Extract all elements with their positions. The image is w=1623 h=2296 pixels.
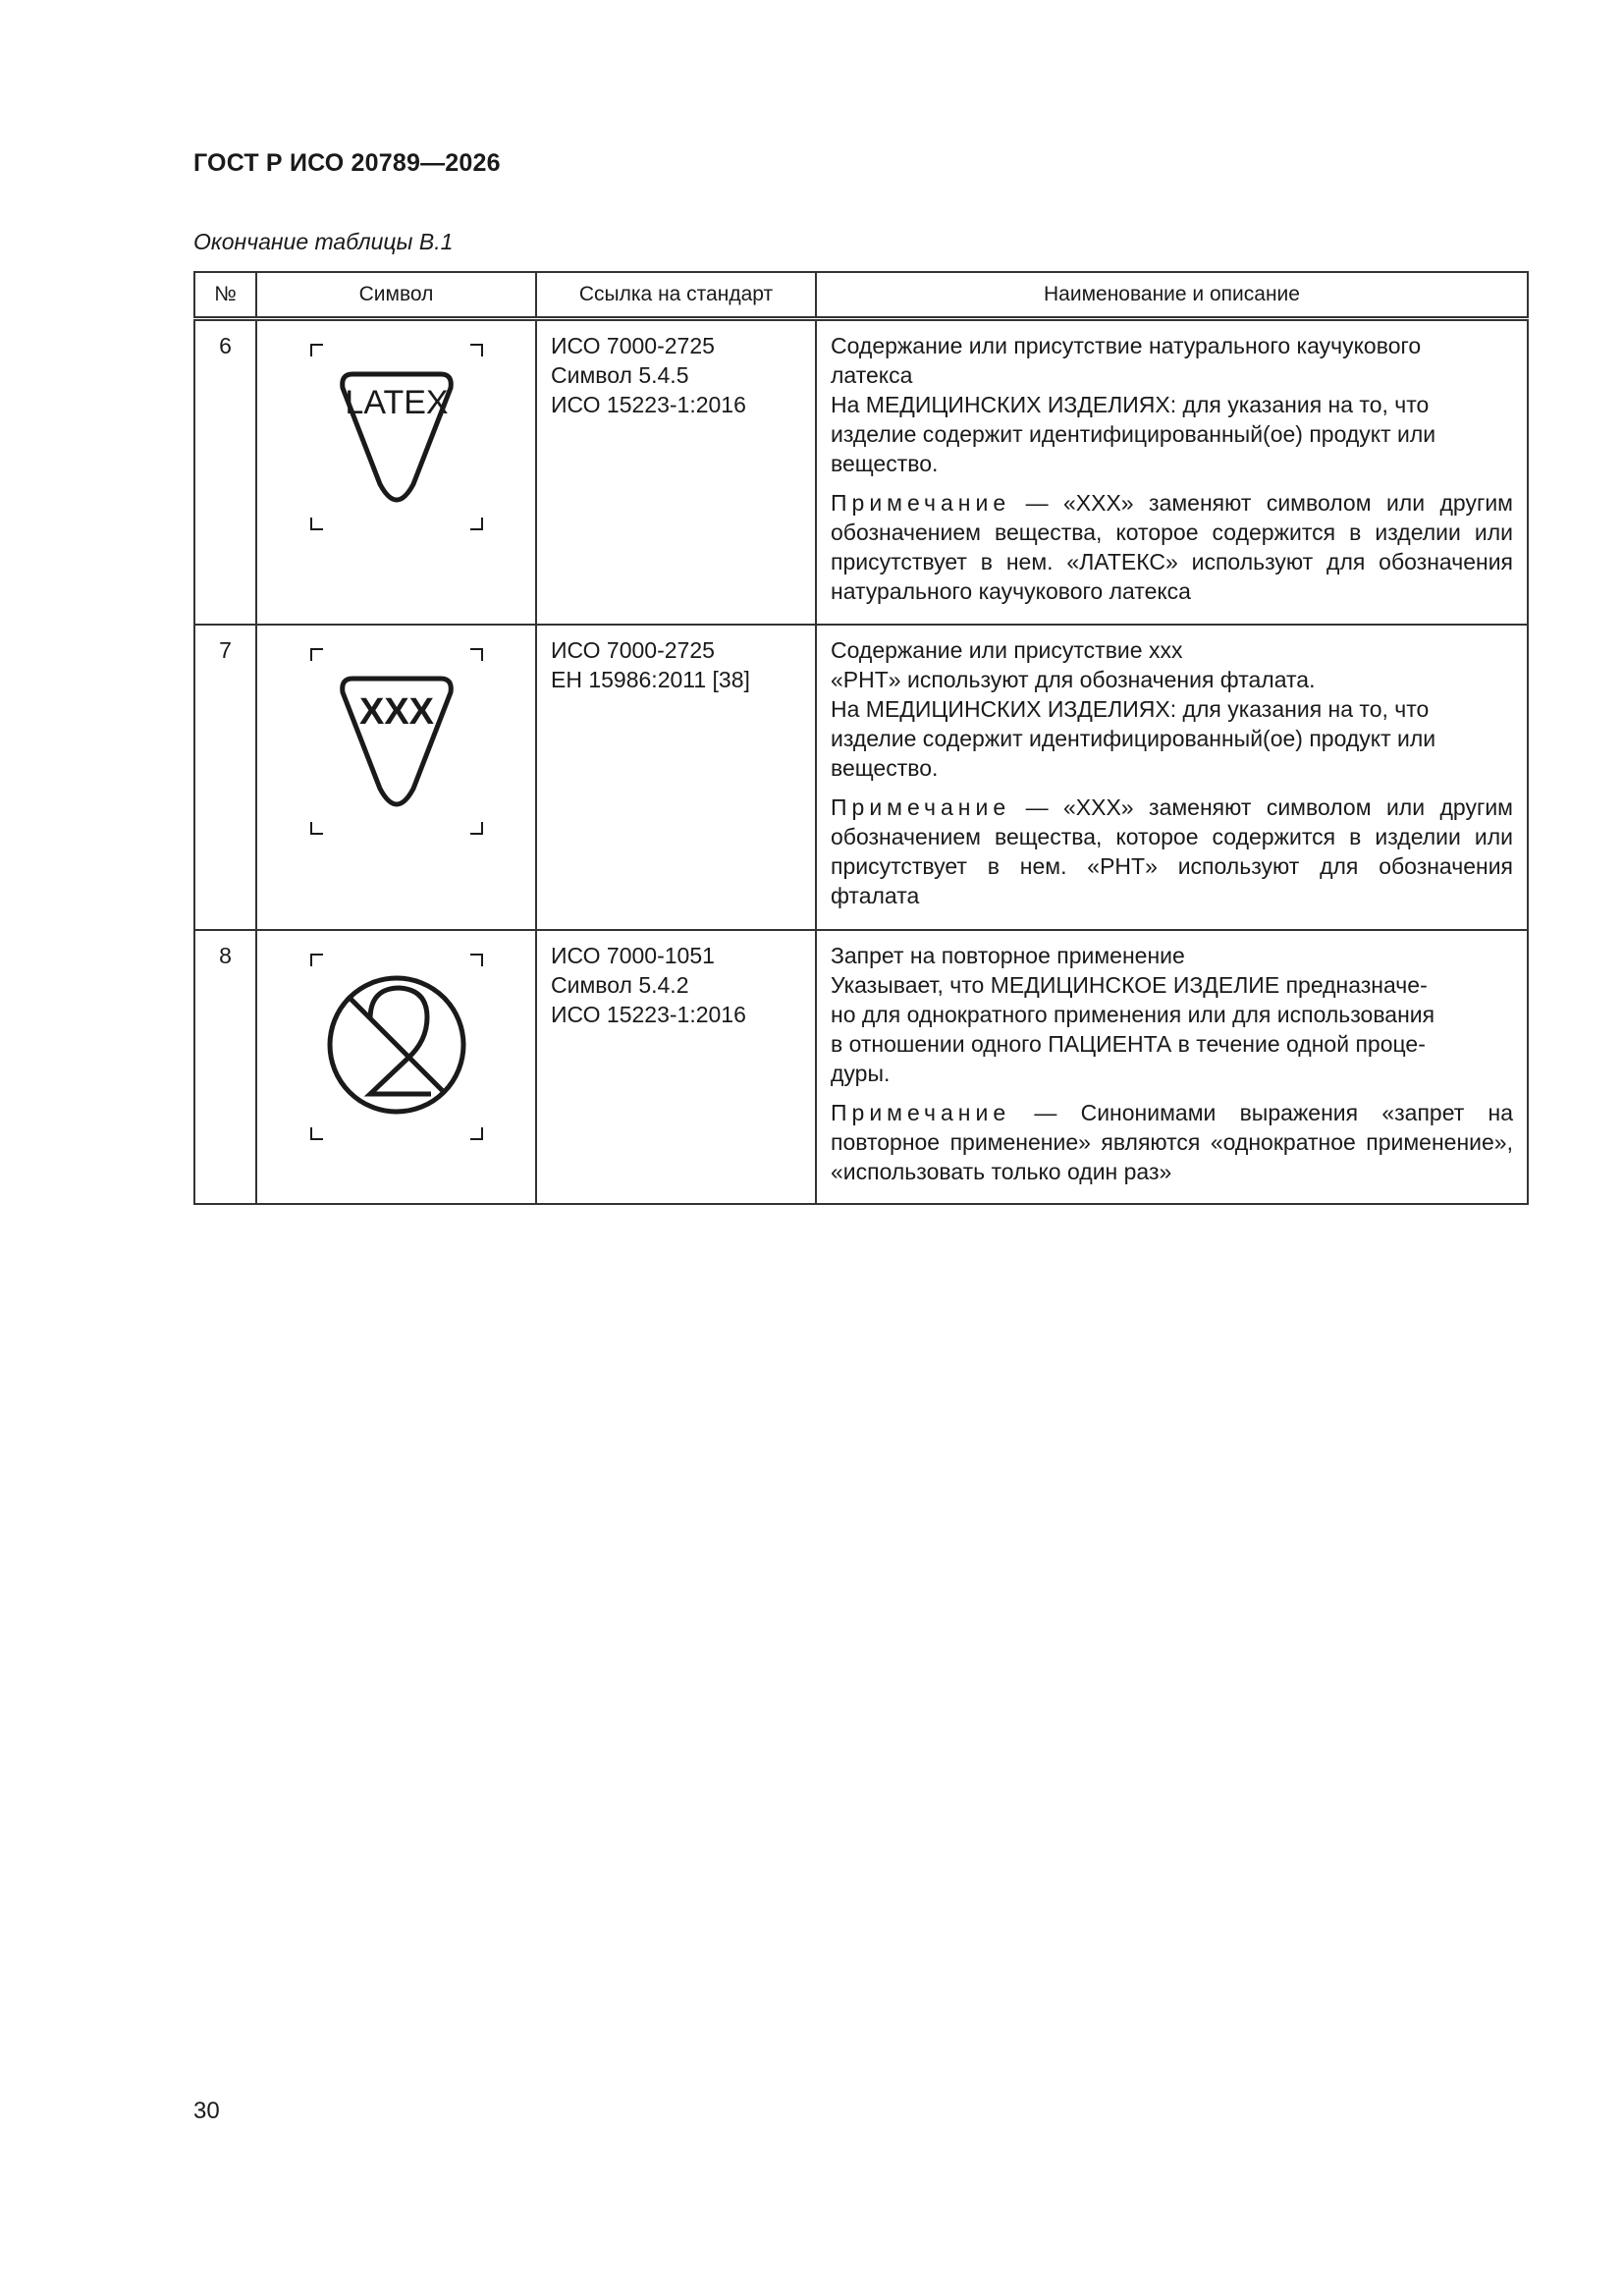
reference-line: ЕН 15986:2011 [38]	[551, 666, 750, 692]
do-not-reuse-icon	[284, 937, 510, 1153]
note	[831, 1098, 1513, 1186]
column-header-reference: Ссылка на стандарт	[536, 272, 816, 319]
description-line: вещество.	[831, 451, 939, 476]
note-text: — Синонимами выражения «запрет на повторное применение» являются «однократное применение», «использовать только один раз»	[831, 1099, 1513, 1184]
column-header-number: №	[194, 272, 256, 319]
reference-cell	[536, 625, 816, 930]
description-cell	[816, 625, 1528, 930]
description-cell	[816, 319, 1528, 625]
reference-line: ИСО 7000-2725	[551, 333, 715, 358]
description-line: в отношении одного ПАЦИЕНТА в течение одной проце-	[831, 1030, 1426, 1057]
symbol-cell	[256, 319, 536, 625]
reference-line: ИСО 7000-2725	[551, 636, 715, 663]
table-row	[194, 930, 1528, 1204]
description-line: но для однократного применения или для использования	[831, 1001, 1435, 1027]
symbols-table	[193, 271, 1529, 1205]
reference-cell	[536, 930, 816, 1204]
description-line: латекса	[831, 362, 913, 388]
description-line: дуры.	[831, 1060, 891, 1086]
description-line: На МЕДИЦИНСКИХ ИЗДЕЛИЯХ: для указания на то, что	[831, 392, 1430, 417]
description-line: изделие содержит идентифицированный(ое) продукт или	[831, 725, 1436, 751]
note-text: — «XXX» заменяют символом или другим обозначением вещества, которое содержится в изделии или присутствует в нем. «PHT» используют для обозначения фталата	[831, 793, 1513, 908]
latex-triangle-icon	[284, 327, 510, 543]
page-number: 30	[193, 2098, 220, 2124]
row-number: 8	[194, 930, 256, 1204]
table-row	[194, 625, 1528, 930]
note	[831, 793, 1513, 910]
description-line: «PHT» используют для обозначения фталата.	[831, 666, 1316, 692]
table-caption: Окончание таблицы В.1	[193, 229, 454, 254]
description-line: вещество.	[831, 754, 939, 781]
table-row	[194, 319, 1528, 625]
note-label: Примечание	[831, 490, 1011, 516]
reference-line: Символ 5.4.2	[551, 971, 689, 998]
reference-line: ИСО 15223-1:2016	[551, 1001, 746, 1027]
reference-line: ИСО 15223-1:2016	[551, 392, 746, 417]
latex-symbol-label: LATEX	[344, 384, 449, 421]
reference-cell	[536, 319, 816, 625]
row-number: 7	[194, 625, 256, 930]
description-line: изделие содержит идентифицированный(ое) продукт или	[831, 421, 1436, 447]
description-cell	[816, 930, 1528, 1204]
description-line: Содержание или присутствие натурального каучукового	[831, 333, 1422, 358]
row-number: 6	[194, 319, 256, 625]
symbol-cell	[256, 625, 536, 930]
column-header-symbol: Символ	[256, 272, 536, 319]
xxx-symbol-label: XXX	[358, 690, 434, 733]
description-line: Содержание или присутствие ххх	[831, 636, 1183, 663]
document-header: ГОСТ Р ИСО 20789—2026	[193, 149, 501, 177]
reference-line: Символ 5.4.5	[551, 362, 689, 388]
description-line: На МЕДИЦИНСКИХ ИЗДЕЛИЯХ: для указания на то, что	[831, 695, 1430, 722]
table-header-row	[194, 272, 1528, 319]
description-line: Указывает, что МЕДИЦИНСКОЕ ИЗДЕЛИЕ предназначе-	[831, 971, 1428, 998]
reference-line: ИСО 7000-1051	[551, 942, 715, 968]
note-text: — «XXX» заменяют символом или другим обозначением вещества, которое содержится в изделии или присутствует в нем. «ЛАТЕКС» используют для обозначения натурального каучукового латекса	[831, 490, 1513, 604]
note	[831, 488, 1513, 606]
column-header-description: Наименование и описание	[816, 272, 1528, 319]
xxx-triangle-icon	[284, 631, 510, 847]
note-label: Примечание	[831, 1099, 1011, 1125]
note-label: Примечание	[831, 793, 1011, 820]
description-line: Запрет на повторное применение	[831, 942, 1185, 968]
symbol-cell	[256, 930, 536, 1204]
